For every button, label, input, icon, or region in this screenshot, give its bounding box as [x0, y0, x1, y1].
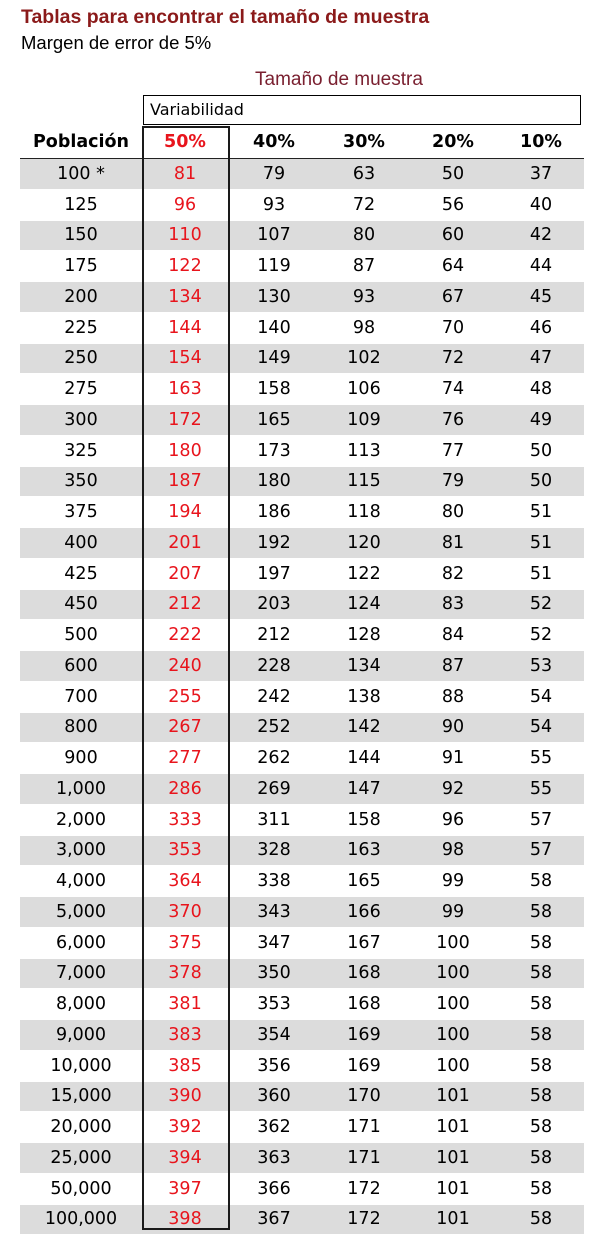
cell-v40: 173 — [228, 441, 320, 461]
cell-poblacion: 150 — [20, 225, 142, 245]
page-subtitle: Margen de error de 5% — [21, 32, 211, 54]
table-row — [20, 1205, 584, 1234]
cell-v20: 77 — [408, 441, 498, 461]
cell-poblacion: 425 — [20, 564, 142, 584]
cell-v20: 100 — [408, 933, 498, 953]
cell-v20: 72 — [408, 348, 498, 368]
cell-v50: 397 — [142, 1179, 228, 1199]
table-row — [20, 651, 584, 682]
cell-v10: 50 — [498, 471, 584, 491]
header-20: 20% — [408, 132, 498, 152]
header-50: 50% — [142, 132, 228, 152]
cell-v30: 166 — [320, 902, 408, 922]
cell-v10: 52 — [498, 594, 584, 614]
cell-v20: 82 — [408, 564, 498, 584]
cell-v10: 58 — [498, 1025, 584, 1045]
cell-poblacion: 25,000 — [20, 1148, 142, 1168]
cell-poblacion: 5,000 — [20, 902, 142, 922]
table-header-row — [20, 126, 584, 159]
cell-v50: 212 — [142, 594, 228, 614]
cell-poblacion: 700 — [20, 687, 142, 707]
cell-v30: 124 — [320, 594, 408, 614]
cell-poblacion: 50,000 — [20, 1179, 142, 1199]
table-row — [20, 1020, 584, 1051]
cell-v40: 367 — [228, 1209, 320, 1229]
cell-poblacion: 225 — [20, 318, 142, 338]
table-row — [20, 559, 584, 590]
cell-v50: 96 — [142, 195, 228, 215]
cell-v10: 57 — [498, 840, 584, 860]
cell-v40: 165 — [228, 410, 320, 430]
cell-v40: 119 — [228, 256, 320, 276]
table-row — [20, 190, 584, 221]
cell-v50: 222 — [142, 625, 228, 645]
cell-v20: 98 — [408, 840, 498, 860]
cell-v20: 101 — [408, 1148, 498, 1168]
cell-poblacion: 15,000 — [20, 1086, 142, 1106]
cell-poblacion: 2,000 — [20, 810, 142, 830]
cell-v10: 51 — [498, 502, 584, 522]
cell-v20: 99 — [408, 902, 498, 922]
cell-v10: 58 — [498, 1179, 584, 1199]
cell-v40: 180 — [228, 471, 320, 491]
cell-v20: 76 — [408, 410, 498, 430]
table-row — [20, 836, 584, 867]
cell-v20: 99 — [408, 871, 498, 891]
table-row — [20, 682, 584, 713]
table-row — [20, 774, 584, 805]
cell-v40: 311 — [228, 810, 320, 830]
cell-poblacion: 6,000 — [20, 933, 142, 953]
header-poblacion: Población — [20, 132, 142, 152]
cell-v10: 57 — [498, 810, 584, 830]
cell-v30: 158 — [320, 810, 408, 830]
cell-v50: 394 — [142, 1148, 228, 1168]
cell-poblacion: 1,000 — [20, 779, 142, 799]
cell-v10: 52 — [498, 625, 584, 645]
table-row — [20, 221, 584, 252]
cell-v20: 74 — [408, 379, 498, 399]
cell-v40: 107 — [228, 225, 320, 245]
cell-v40: 343 — [228, 902, 320, 922]
cell-v30: 109 — [320, 410, 408, 430]
cell-v30: 98 — [320, 318, 408, 338]
cell-poblacion: 8,000 — [20, 994, 142, 1014]
table-row — [20, 713, 584, 744]
cell-v10: 42 — [498, 225, 584, 245]
table-row — [20, 1082, 584, 1113]
table-row — [20, 620, 584, 651]
sample-size-table — [20, 126, 584, 1234]
cell-v20: 100 — [408, 1056, 498, 1076]
cell-v10: 58 — [498, 994, 584, 1014]
cell-v50: 207 — [142, 564, 228, 584]
cell-v50: 187 — [142, 471, 228, 491]
cell-v20: 90 — [408, 717, 498, 737]
cell-v50: 277 — [142, 748, 228, 768]
cell-v20: 100 — [408, 994, 498, 1014]
cell-v50: 375 — [142, 933, 228, 953]
cell-poblacion: 200 — [20, 287, 142, 307]
cell-poblacion: 100,000 — [20, 1209, 142, 1229]
table-row — [20, 528, 584, 559]
cell-v30: 168 — [320, 963, 408, 983]
cell-v30: 170 — [320, 1086, 408, 1106]
cell-v40: 362 — [228, 1117, 320, 1137]
table-row — [20, 1143, 584, 1174]
variability-label: Variabilidad — [150, 100, 244, 119]
cell-v40: 228 — [228, 656, 320, 676]
cell-poblacion: 20,000 — [20, 1117, 142, 1137]
cell-v10: 44 — [498, 256, 584, 276]
cell-v20: 64 — [408, 256, 498, 276]
cell-v40: 356 — [228, 1056, 320, 1076]
cell-v50: 378 — [142, 963, 228, 983]
cell-v20: 50 — [408, 164, 498, 184]
cell-v40: 354 — [228, 1025, 320, 1045]
cell-v40: 149 — [228, 348, 320, 368]
cell-v20: 101 — [408, 1209, 498, 1229]
cell-v30: 165 — [320, 871, 408, 891]
cell-v30: 171 — [320, 1148, 408, 1168]
cell-v40: 338 — [228, 871, 320, 891]
page-title: Tablas para encontrar el tamaño de muestra — [21, 6, 429, 29]
cell-v10: 40 — [498, 195, 584, 215]
cell-v20: 80 — [408, 502, 498, 522]
cell-poblacion: 250 — [20, 348, 142, 368]
cell-v50: 81 — [142, 164, 228, 184]
cell-poblacion: 3,000 — [20, 840, 142, 860]
cell-v50: 134 — [142, 287, 228, 307]
cell-v50: 390 — [142, 1086, 228, 1106]
cell-v40: 79 — [228, 164, 320, 184]
cell-v10: 58 — [498, 1148, 584, 1168]
cell-v20: 56 — [408, 195, 498, 215]
cell-v30: 87 — [320, 256, 408, 276]
cell-v10: 37 — [498, 164, 584, 184]
cell-v30: 115 — [320, 471, 408, 491]
cell-v20: 100 — [408, 1025, 498, 1045]
cell-v20: 101 — [408, 1117, 498, 1137]
cell-v10: 51 — [498, 533, 584, 553]
cell-v10: 58 — [498, 1086, 584, 1106]
cell-v10: 58 — [498, 963, 584, 983]
cell-v10: 54 — [498, 687, 584, 707]
cell-v10: 58 — [498, 933, 584, 953]
cell-poblacion: 275 — [20, 379, 142, 399]
cell-v50: 392 — [142, 1117, 228, 1137]
cell-v30: 172 — [320, 1179, 408, 1199]
cell-v10: 51 — [498, 564, 584, 584]
cell-v40: 363 — [228, 1148, 320, 1168]
cell-v10: 50 — [498, 441, 584, 461]
cell-v20: 87 — [408, 656, 498, 676]
cell-v10: 55 — [498, 779, 584, 799]
cell-v30: 167 — [320, 933, 408, 953]
cell-v40: 197 — [228, 564, 320, 584]
cell-v30: 134 — [320, 656, 408, 676]
cell-v40: 93 — [228, 195, 320, 215]
cell-v10: 48 — [498, 379, 584, 399]
table-row — [20, 866, 584, 897]
cell-v40: 328 — [228, 840, 320, 860]
cell-v40: 130 — [228, 287, 320, 307]
cell-v50: 398 — [142, 1209, 228, 1229]
table-row — [20, 805, 584, 836]
cell-v10: 58 — [498, 1209, 584, 1229]
cell-v30: 122 — [320, 564, 408, 584]
cell-v40: 252 — [228, 717, 320, 737]
table-row — [20, 251, 584, 282]
cell-v10: 45 — [498, 287, 584, 307]
cell-v20: 91 — [408, 748, 498, 768]
cell-poblacion: 125 — [20, 195, 142, 215]
cell-v40: 353 — [228, 994, 320, 1014]
header-10: 10% — [498, 132, 584, 152]
cell-v50: 383 — [142, 1025, 228, 1045]
cell-v50: 110 — [142, 225, 228, 245]
cell-v50: 172 — [142, 410, 228, 430]
cell-v50: 381 — [142, 994, 228, 1014]
cell-v30: 106 — [320, 379, 408, 399]
cell-v30: 169 — [320, 1025, 408, 1045]
cell-v40: 158 — [228, 379, 320, 399]
cell-v20: 60 — [408, 225, 498, 245]
cell-v20: 88 — [408, 687, 498, 707]
cell-v40: 350 — [228, 963, 320, 983]
cell-poblacion: 7,000 — [20, 963, 142, 983]
header-40: 40% — [228, 132, 320, 152]
cell-v30: 102 — [320, 348, 408, 368]
cell-v10: 58 — [498, 1056, 584, 1076]
cell-v30: 72 — [320, 195, 408, 215]
table-row — [20, 928, 584, 959]
table-row — [20, 1112, 584, 1143]
cell-v10: 47 — [498, 348, 584, 368]
cell-v30: 80 — [320, 225, 408, 245]
cell-v20: 70 — [408, 318, 498, 338]
cell-v30: 120 — [320, 533, 408, 553]
cell-v30: 163 — [320, 840, 408, 860]
cell-v30: 147 — [320, 779, 408, 799]
table-row — [20, 313, 584, 344]
cell-v20: 100 — [408, 963, 498, 983]
cell-v10: 49 — [498, 410, 584, 430]
cell-v10: 58 — [498, 902, 584, 922]
cell-v30: 63 — [320, 164, 408, 184]
table-row — [20, 1174, 584, 1205]
cell-v50: 194 — [142, 502, 228, 522]
cell-v40: 347 — [228, 933, 320, 953]
cell-poblacion: 325 — [20, 441, 142, 461]
cell-v20: 81 — [408, 533, 498, 553]
cell-v50: 255 — [142, 687, 228, 707]
cell-v40: 242 — [228, 687, 320, 707]
cell-v30: 118 — [320, 502, 408, 522]
table-row — [20, 467, 584, 498]
cell-v30: 142 — [320, 717, 408, 737]
cell-poblacion: 10,000 — [20, 1056, 142, 1076]
cell-poblacion: 500 — [20, 625, 142, 645]
cell-v10: 55 — [498, 748, 584, 768]
cell-v50: 201 — [142, 533, 228, 553]
cell-poblacion: 900 — [20, 748, 142, 768]
table-row — [20, 436, 584, 467]
cell-v20: 101 — [408, 1179, 498, 1199]
cell-v30: 128 — [320, 625, 408, 645]
cell-poblacion: 175 — [20, 256, 142, 276]
cell-v40: 212 — [228, 625, 320, 645]
cell-v20: 83 — [408, 594, 498, 614]
table-row — [20, 159, 584, 190]
cell-poblacion: 800 — [20, 717, 142, 737]
cell-v20: 79 — [408, 471, 498, 491]
cell-v30: 171 — [320, 1117, 408, 1137]
table-row — [20, 497, 584, 528]
cell-v50: 333 — [142, 810, 228, 830]
cell-poblacion: 375 — [20, 502, 142, 522]
table-row — [20, 989, 584, 1020]
cell-v40: 186 — [228, 502, 320, 522]
cell-v30: 168 — [320, 994, 408, 1014]
cell-v40: 269 — [228, 779, 320, 799]
cell-v50: 154 — [142, 348, 228, 368]
cell-v30: 144 — [320, 748, 408, 768]
cell-v30: 138 — [320, 687, 408, 707]
cell-v10: 53 — [498, 656, 584, 676]
cell-poblacion: 450 — [20, 594, 142, 614]
table-row — [20, 743, 584, 774]
table-row — [20, 959, 584, 990]
cell-poblacion: 600 — [20, 656, 142, 676]
cell-v40: 366 — [228, 1179, 320, 1199]
table-row — [20, 374, 584, 405]
cell-v50: 353 — [142, 840, 228, 860]
sample-size-group-header: Tamaño de muestra — [255, 69, 423, 91]
cell-v40: 140 — [228, 318, 320, 338]
cell-v10: 58 — [498, 871, 584, 891]
cell-v50: 286 — [142, 779, 228, 799]
cell-v10: 46 — [498, 318, 584, 338]
cell-v50: 122 — [142, 256, 228, 276]
cell-v40: 262 — [228, 748, 320, 768]
table-row — [20, 590, 584, 621]
cell-v30: 172 — [320, 1209, 408, 1229]
cell-v50: 180 — [142, 441, 228, 461]
cell-v20: 92 — [408, 779, 498, 799]
table-row — [20, 282, 584, 313]
cell-v40: 192 — [228, 533, 320, 553]
table-row — [20, 344, 584, 375]
cell-v10: 58 — [498, 1117, 584, 1137]
cell-poblacion: 400 — [20, 533, 142, 553]
cell-v50: 267 — [142, 717, 228, 737]
cell-v20: 96 — [408, 810, 498, 830]
cell-v20: 84 — [408, 625, 498, 645]
table-row — [20, 897, 584, 928]
cell-poblacion: 4,000 — [20, 871, 142, 891]
cell-poblacion: 9,000 — [20, 1025, 142, 1045]
cell-v20: 67 — [408, 287, 498, 307]
cell-poblacion: 300 — [20, 410, 142, 430]
cell-v50: 144 — [142, 318, 228, 338]
cell-v40: 203 — [228, 594, 320, 614]
cell-v50: 240 — [142, 656, 228, 676]
cell-poblacion: 100 * — [20, 164, 142, 184]
table-row — [20, 405, 584, 436]
cell-v30: 113 — [320, 441, 408, 461]
cell-v50: 364 — [142, 871, 228, 891]
variability-header-box — [143, 95, 581, 125]
cell-v40: 360 — [228, 1086, 320, 1106]
cell-poblacion: 350 — [20, 471, 142, 491]
cell-v30: 93 — [320, 287, 408, 307]
cell-v30: 169 — [320, 1056, 408, 1076]
table-row — [20, 1051, 584, 1082]
header-30: 30% — [320, 132, 408, 152]
cell-v10: 54 — [498, 717, 584, 737]
cell-v50: 385 — [142, 1056, 228, 1076]
cell-v50: 370 — [142, 902, 228, 922]
cell-v50: 163 — [142, 379, 228, 399]
cell-v20: 101 — [408, 1086, 498, 1106]
